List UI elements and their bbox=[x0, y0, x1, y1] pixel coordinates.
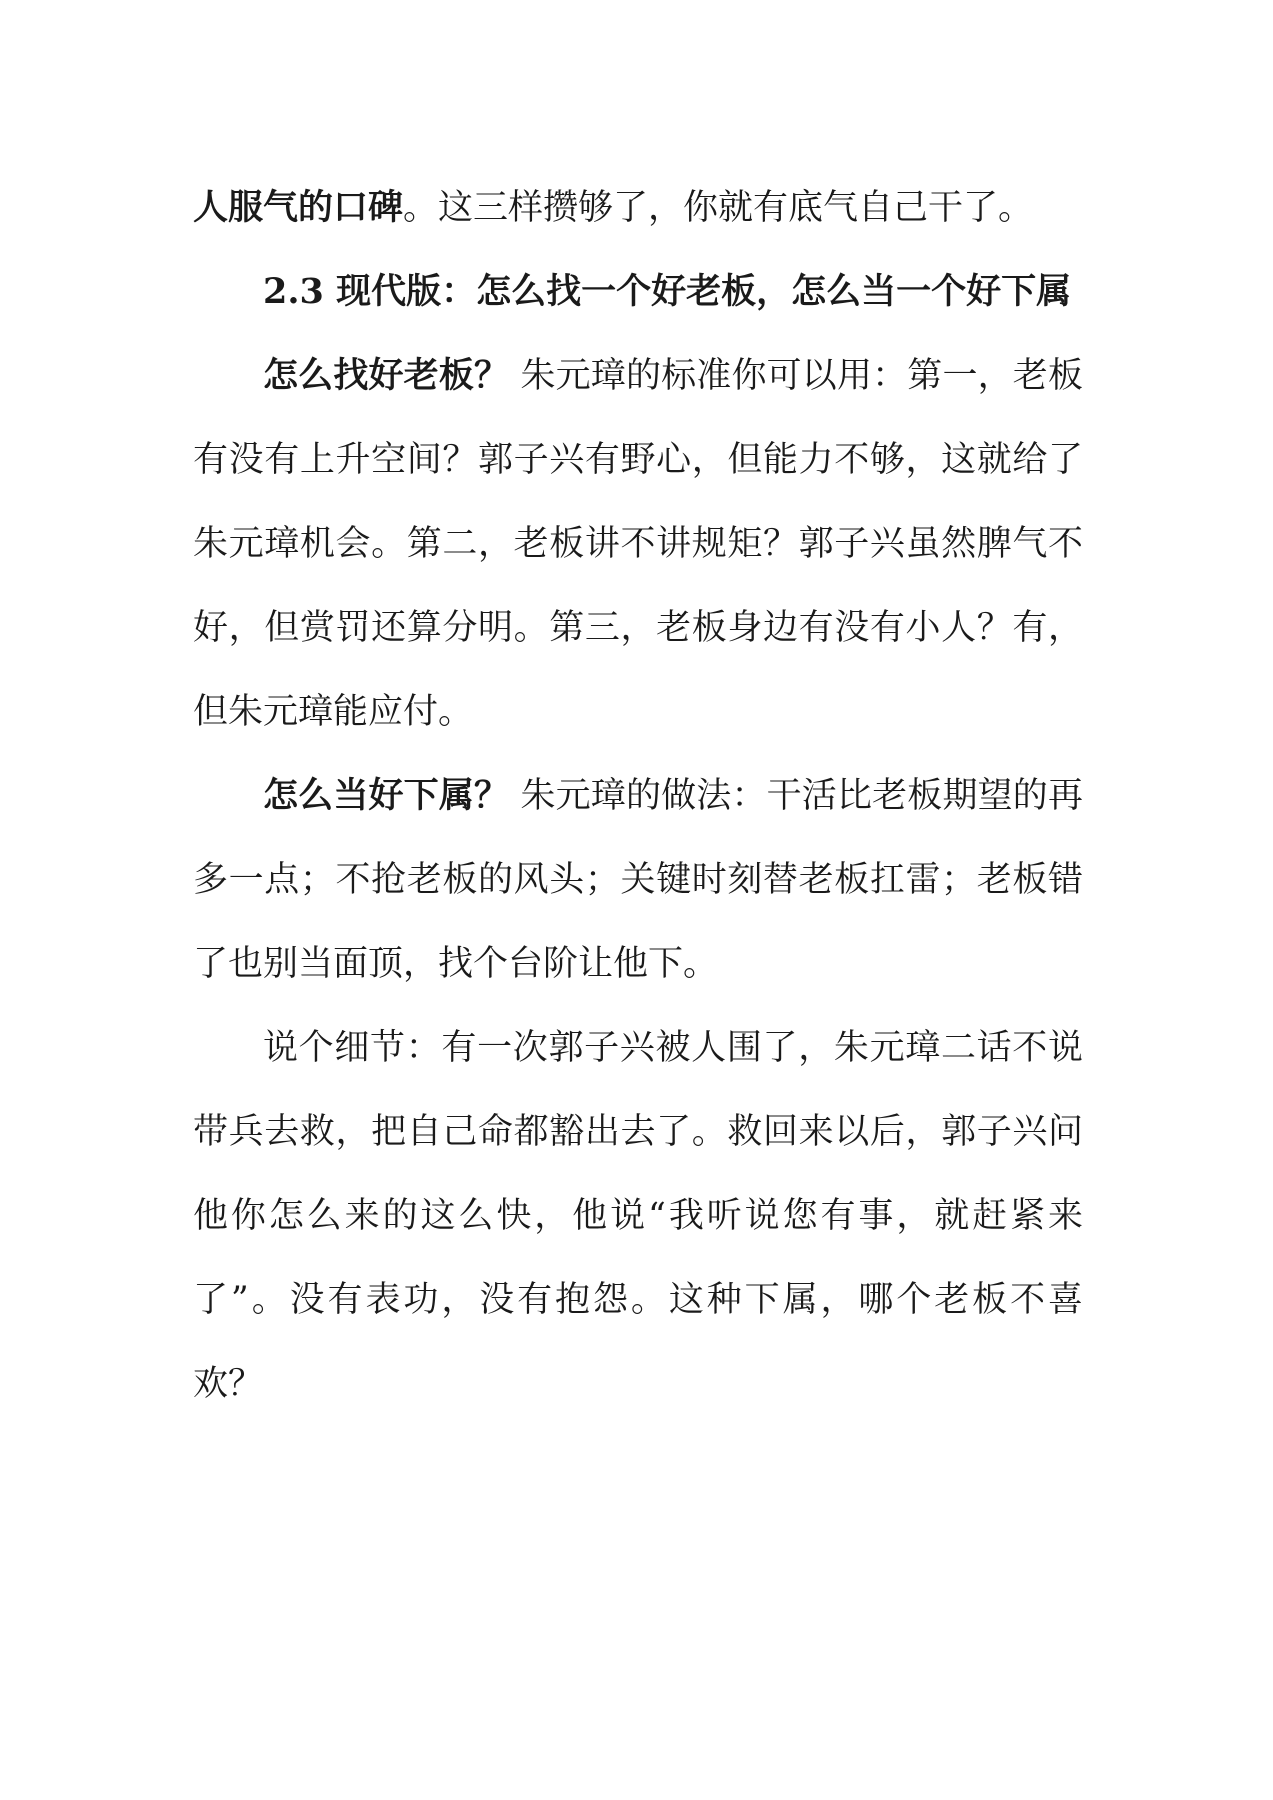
paragraph-good-subordinate bbox=[193, 754, 1083, 1006]
bold-lead-question: 怎么找好老板？ bbox=[263, 355, 510, 396]
paragraph-text: 。这三样攒够了，你就有底气自己干了。 bbox=[403, 188, 1034, 228]
paragraph-detail-story bbox=[193, 1006, 1083, 1426]
paragraph-continued bbox=[193, 166, 1083, 250]
paragraph-text: 朱元璋的做法：干活比老板期望的再多一点；不抢老板的风头；关键时刻替老板扛雷；老板错了也别当面顶，找个台阶让他下。 bbox=[193, 776, 1083, 984]
bold-phrase: 人服气的口碑 bbox=[193, 187, 404, 228]
document-body bbox=[193, 166, 1083, 1426]
paragraph-text: 朱元璋的标准你可以用：第一，老板有没有上升空间？郭子兴有野心，但能力不够，这就给了朱元璋机会。第二，老板讲不讲规矩？郭子兴虽然脾气不好，但赏罚还算分明。第三，老板身边有没有小人？有，但朱元璋能应付。 bbox=[193, 356, 1083, 732]
bold-lead-question: 怎么当好下属？ bbox=[263, 775, 510, 816]
paragraph-text: 说个细节：有一次郭子兴被人围了，朱元璋二话不说带兵去救，把自己命都豁出去了。救回来以后，郭子兴问他你怎么来的这么快，他说“我听说您有事，就赶紧来了”。没有表功，没有抱怨。这种下属，哪个老板不喜欢？ bbox=[193, 1028, 1083, 1404]
section-heading: 2.3 现代版：怎么找一个好老板，怎么当一个好下属 bbox=[263, 271, 1072, 312]
paragraph-find-boss bbox=[193, 334, 1083, 754]
